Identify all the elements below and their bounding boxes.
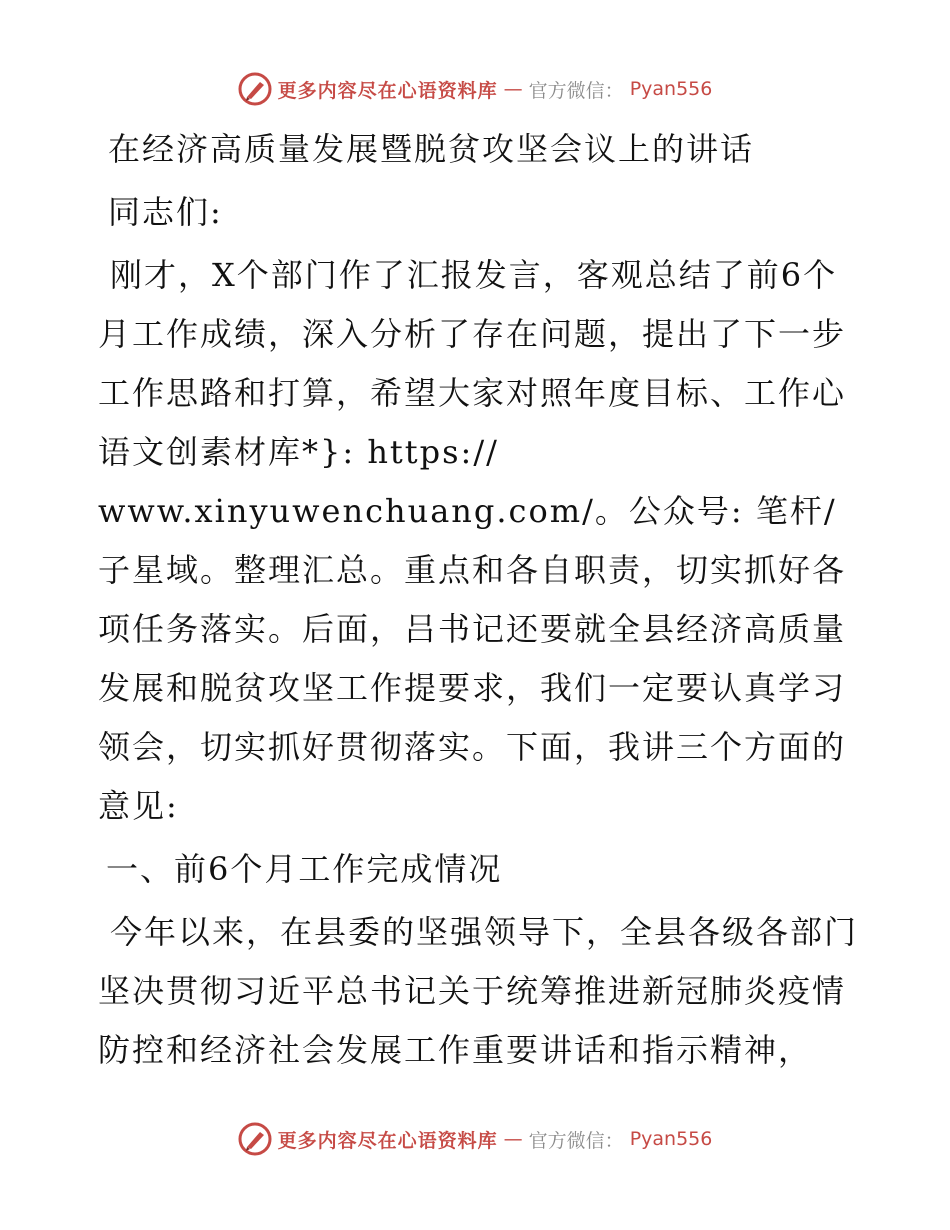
- banner-official-label: 官方微信：: [528, 1129, 624, 1152]
- banner-dash: —: [503, 78, 523, 100]
- banner-dash: —: [503, 1128, 523, 1150]
- banner-brand-text: 更多内容尽在心语资料库: [277, 79, 498, 102]
- paragraph-intro-continued: www.xinyuwenchuang.com/。公众号: 笔杆/子星域。整理汇总。重点和各自职责，切实抓好各项任务落实。后面，吕书记还要就全县经济高质量发展和脱贫攻坚工作提要求，我们一定要认真学习领会，切实抓好贯彻落实。下面，我讲三个方面的意见:: [98, 492, 847, 825]
- section-heading-1: 一、前6个月工作完成情况: [106, 850, 503, 888]
- footer-watermark: [0, 1122, 950, 1156]
- pen-logo-icon: [238, 72, 272, 106]
- banner-official-label: 官方微信：: [528, 79, 624, 102]
- banner-contact-id: Pyan556: [629, 78, 713, 100]
- pen-logo-icon: [238, 1122, 272, 1156]
- document-title: 在经济高质量发展暨脱贫攻坚会议上的讲话: [108, 130, 755, 168]
- paragraph-section-1: 今年以来，在县委的坚强领导下，全县各级各部门坚决贯彻习近平总书记关于统筹推进新冠肺炎疫情防控和经济社会发展工作重要讲话和指示精神，: [98, 913, 859, 1069]
- document-body: [98, 120, 858, 1080]
- greeting: 同志们:: [108, 193, 223, 231]
- header-watermark: [0, 72, 950, 106]
- paragraph-intro: 刚才，X个部门作了汇报发言，客观总结了前6个月工作成绩，深入分析了存在问题，提出了下一步工作思路和打算，希望大家对照年度目标、工作心语文创素材库*}: https://: [98, 256, 847, 471]
- banner-brand-text: 更多内容尽在心语资料库: [277, 1129, 498, 1152]
- banner-contact-id: Pyan556: [629, 1128, 713, 1150]
